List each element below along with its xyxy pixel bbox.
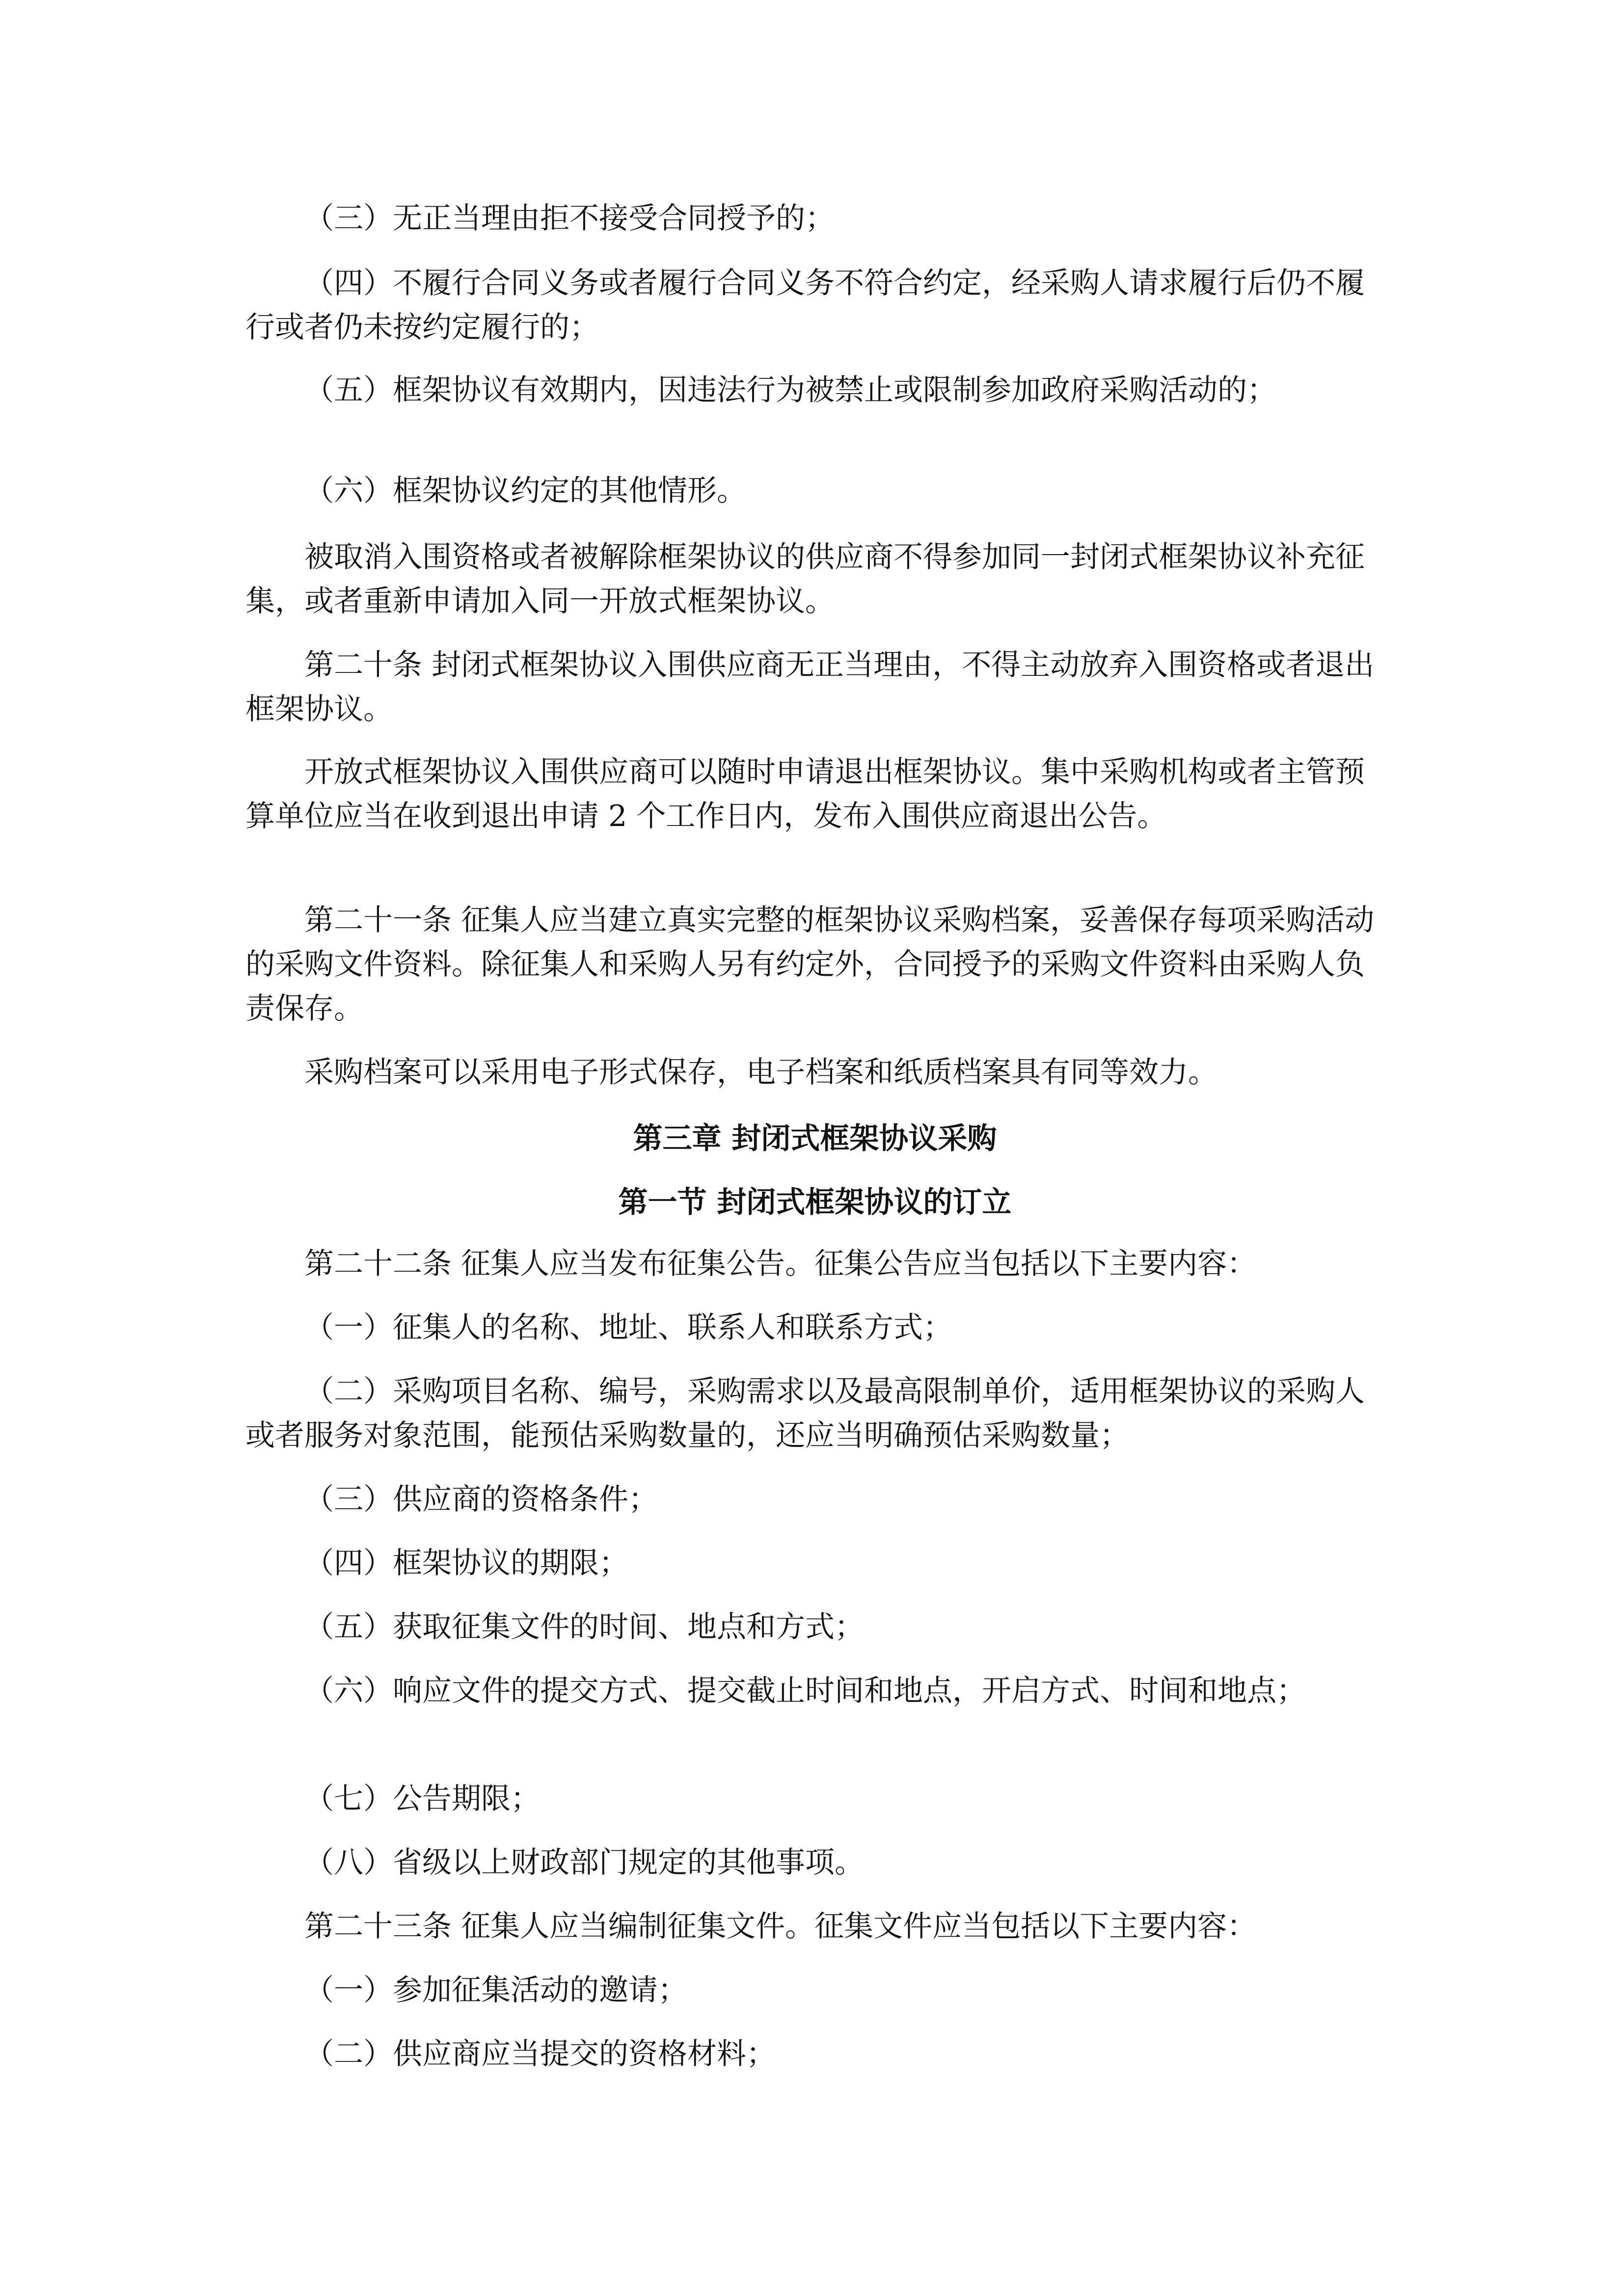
list-item-8: （八）省级以上财政部门规定的其他事项。: [304, 1845, 864, 1880]
article-20: 第二十条 封闭式框架协议入围供应商无正当理由，不得主动放弃入围资格或者退出框架协议。: [245, 648, 1375, 726]
list-item-1b: （一）参加征集活动的邀请；: [304, 1973, 687, 2007]
paragraph-archive: 采购档案可以采用电子形式保存，电子档案和纸质档案具有同等效力。: [304, 1055, 1218, 1090]
article-22: 第二十二条 征集人应当发布征集公告。征集公告应当包括以下主要内容：: [304, 1247, 1257, 1281]
chapter-heading: 第三章 封闭式框架协议采购: [633, 1121, 997, 1156]
paragraph-disqualification: 被取消入围资格或者被解除框架协议的供应商不得参加同一封闭式框架协议补充征集，或者重新申请加入同一开放式框架协议。: [245, 540, 1365, 618]
list-item-1: （一）征集人的名称、地址、联系人和联系方式；: [304, 1310, 952, 1345]
article-23: 第二十三条 征集人应当编制征集文件。征集文件应当包括以下主要内容：: [304, 1909, 1257, 1944]
article-21: 第二十一条 征集人应当建立真实完整的框架协议采购档案，妥善保存每项采购活动的采购文件资料。除征集人和采购人另有约定外，合同授予的采购文件资料由采购人负责保存。: [245, 903, 1375, 1026]
paragraph-item-6: （六）框架协议约定的其他情形。: [304, 474, 746, 508]
paragraph-item-3: （三）无正当理由拒不接受合同授予的；: [304, 201, 835, 236]
list-item-4: （四）框架协议的期限；: [304, 1546, 628, 1580]
list-item-6: （六）响应文件的提交方式、提交截止时间和地点，开启方式、时间和地点；: [304, 1674, 1306, 1708]
paragraph-item-4: （四）不履行合同义务或者履行合同义务不符合约定，经采购人请求履行后仍不履行或者仍未按约定履行的；: [245, 266, 1365, 345]
list-item-3: （三）供应商的资格条件；: [304, 1482, 658, 1517]
list-item-2b: （二）供应商应当提交的资格材料；: [304, 2037, 776, 2071]
paragraph-item-5: （五）框架协议有效期内，因违法行为被禁止或限制参加政府采购活动的；: [304, 373, 1276, 407]
list-item-7: （七）公告期限；: [304, 1782, 540, 1816]
section-heading: 第一节 封闭式框架协议的订立: [618, 1185, 1012, 1220]
list-item-2: （二）采购项目名称、编号，采购需求以及最高限制单价，适用框架协议的采购人或者服务对象范围，能预估采购数量的，还应当明确预估采购数量；: [245, 1374, 1365, 1453]
list-item-5: （五）获取征集文件的时间、地点和方式；: [304, 1610, 864, 1644]
paragraph-open-exit: 开放式框架协议入围供应商可以随时申请退出框架协议。集中采购机构或者主管预算单位应当在收到退出申请 2 个工作日内，发布入围供应商退出公告。: [245, 755, 1365, 833]
